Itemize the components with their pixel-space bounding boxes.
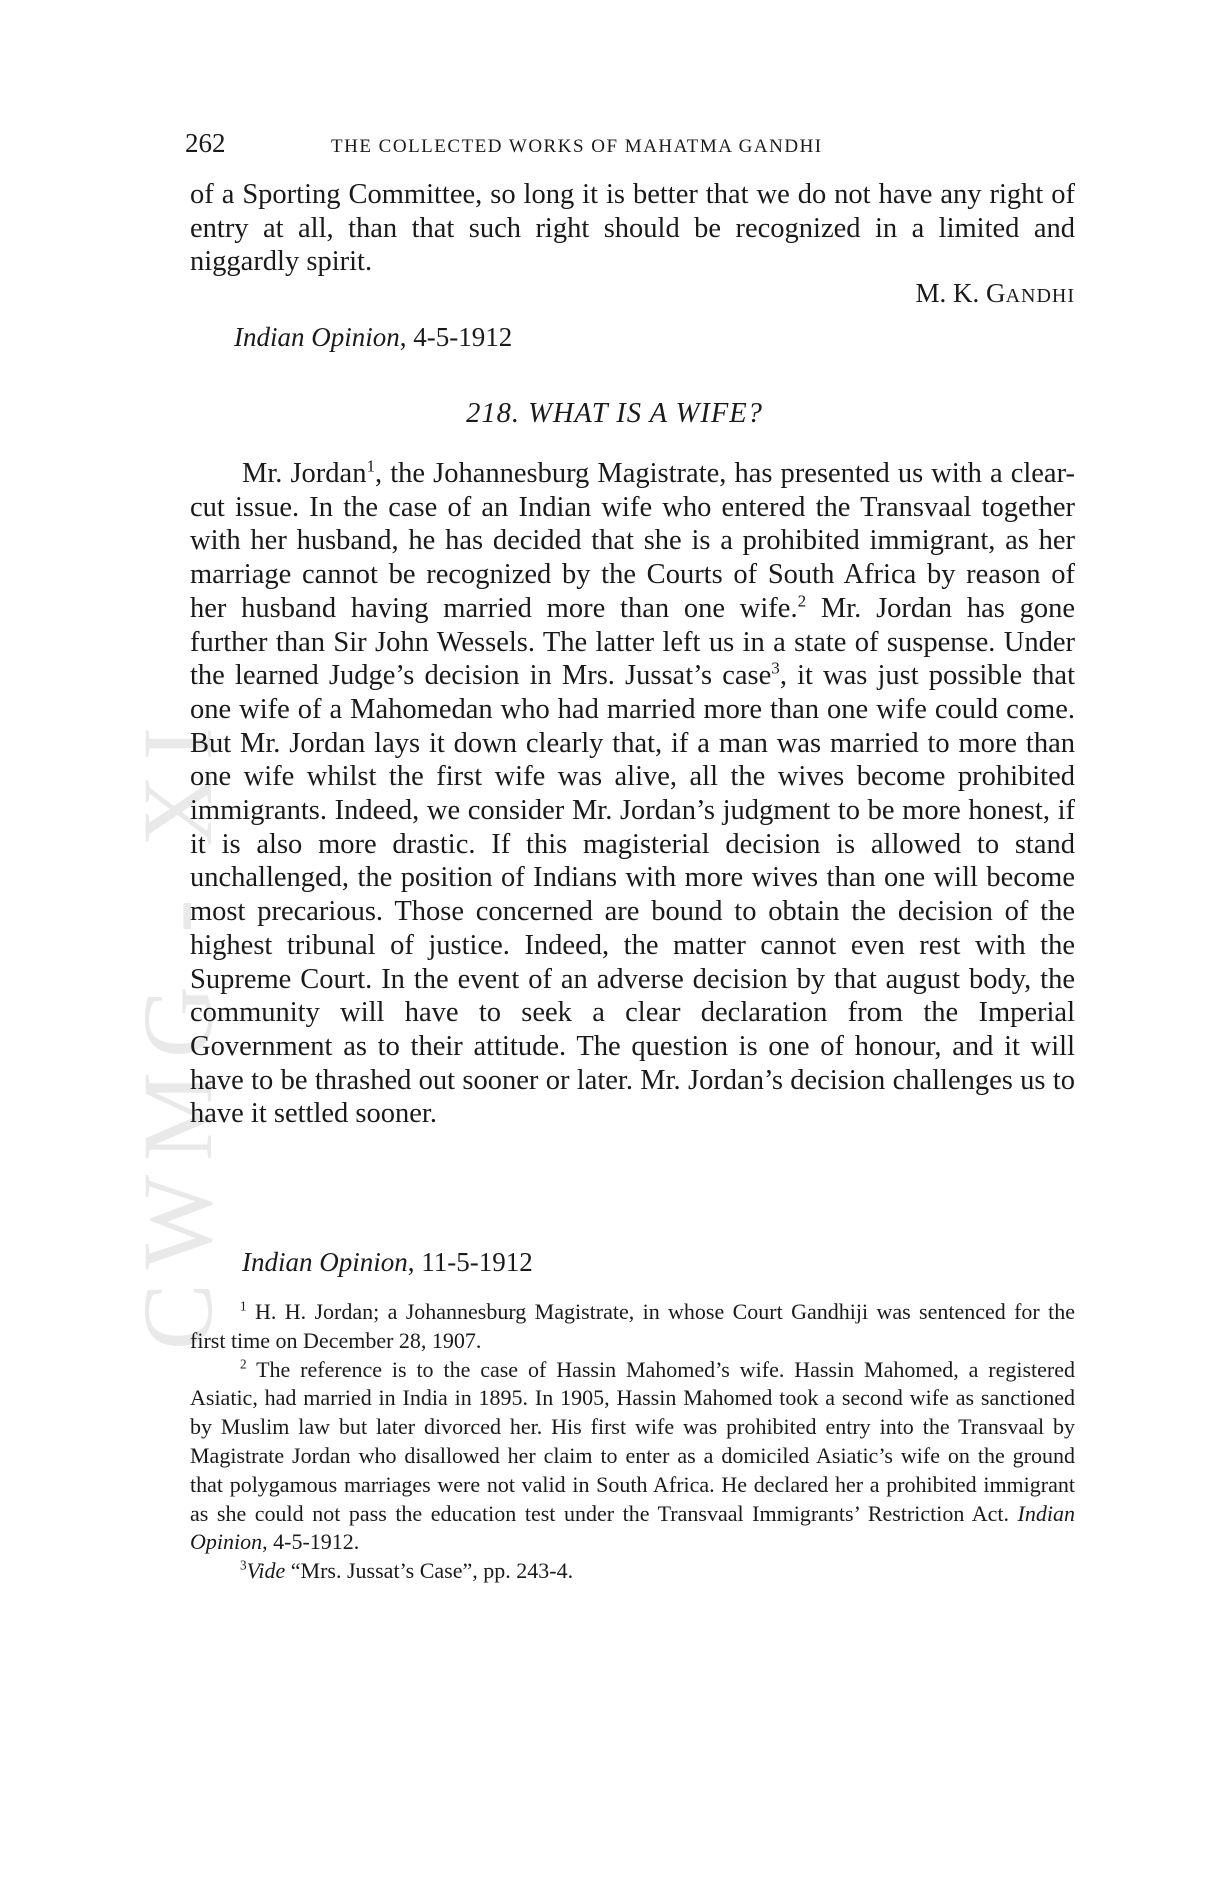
footnote-text: H. H. Jordan; a Johannesburg Magistrate, in whose Court Gandhiji was sentenced for the first time on December 28, 1907. — [190, 1299, 1075, 1353]
footnote-source-date: , 4-5-1912. — [262, 1529, 360, 1555]
signature — [916, 278, 1075, 309]
continuation-paragraph: of a Sporting Committee, so long it is better that we do not have any right of entry at all, than that such right should be recognized in a limited and niggardly spirit. — [190, 179, 1075, 278]
watermark: CWMG - XI — [122, 712, 233, 1350]
footnote-mark: 3 — [240, 1557, 247, 1573]
signature-smallcaps: ANDHI — [1005, 285, 1075, 307]
source-date: , 4-5-1912 — [399, 322, 513, 352]
footnote-ref-3: 3 — [771, 658, 780, 678]
text-run: Mr. Jordan has gone further than Sir John Wessels. The latter left us in a state of suspense. Under the learned Judge’s decision in Mrs. Jussat’s case — [190, 592, 1076, 692]
running-title: THE COLLECTED WORKS OF MAHATMA GANDHI — [331, 136, 823, 157]
continuation-source — [234, 322, 512, 353]
article-body — [190, 457, 1075, 1131]
page-header — [185, 128, 1075, 168]
source-title: Indian Opinion — [242, 1247, 408, 1277]
footnote-ref-1: 1 — [366, 456, 375, 476]
footnote-vide: Vide — [246, 1558, 286, 1584]
article-paragraph — [190, 457, 1075, 1131]
text-run: , the Johannesburg Magistrate, has presented us with a clear-cut issue. In the case of an Indian wife who entered the Transvaal together with her husband, he has decided that she is a prohibited immigrant, as her marriage cannot be recognized by the Courts of South Africa by reason of her husband having married more than one wife. — [190, 458, 1075, 624]
footnote-1 — [190, 1298, 1075, 1356]
article-source — [242, 1247, 533, 1278]
footnotes — [190, 1298, 1075, 1586]
continuation-text-block — [190, 178, 1075, 279]
footnote-2 — [190, 1356, 1075, 1558]
signature-initials: M. K. G — [915, 278, 1006, 308]
footnote-mark: 2 — [240, 1356, 247, 1372]
footnote-text: The reference is to the case of Hassin Mahomed’s wife. Hassin Mahomed, a registered Asiatic, had married in India in 1895. In 1905, Hassin Mahomed took a second wife as sanctioned by Muslim law but later divorced her. His first wife was prohibited entry into the Transvaal by Magistrate Jordan who disallowed her claim to enter as a domiciled Asiatic’s wife on the ground that polygamous marriages were not valid in South Africa. He declared her a prohibited immigrant as she could not pass the education test under the Transvaal Immigrants’ Restriction Act. — [190, 1356, 1075, 1526]
source-title: Indian Opinion — [234, 322, 400, 352]
footnote-source-title: Indian Opinion — [190, 1500, 1075, 1555]
text-run: Mr. Jordan — [242, 458, 367, 489]
footnote-text: “Mrs. Jussat’s Case”, pp. 243-4. — [285, 1558, 574, 1584]
footnote-mark: 1 — [240, 1298, 247, 1314]
article-heading: 218. WHAT IS A WIFE? — [466, 398, 763, 429]
footnote-3 — [190, 1557, 1075, 1586]
source-date: , 11-5-1912 — [407, 1247, 533, 1277]
footnote-ref-2: 2 — [797, 591, 807, 611]
page-number: 262 — [185, 128, 226, 158]
text-run: , it was just possible that one wife of a Mahomedan who had married more than one wife could come. But Mr. Jordan lays it down clearly that, if a man was married to more than one wife whilst the first wife was alive, all the wives become prohibited immigrants. Indeed, we consider Mr. Jordan’s judgment to be more honest, if it is also more drastic. If this magisterial decision is allowed to stand unchallenged, the position of Indians with more wives than one will become most precarious. Those concerned are bound to obtain the decision of the highest tribunal of justice. Indeed, the matter cannot even rest with the Supreme Court. In the event of an adverse decision by that august body, the community will have to seek a clear declaration from the Imperial Government as to their attitude. The question is one of honour, and it will have to be thrashed out sooner or later. Mr. Jordan’s decision challenges us to have it settled sooner. — [190, 660, 1075, 1130]
